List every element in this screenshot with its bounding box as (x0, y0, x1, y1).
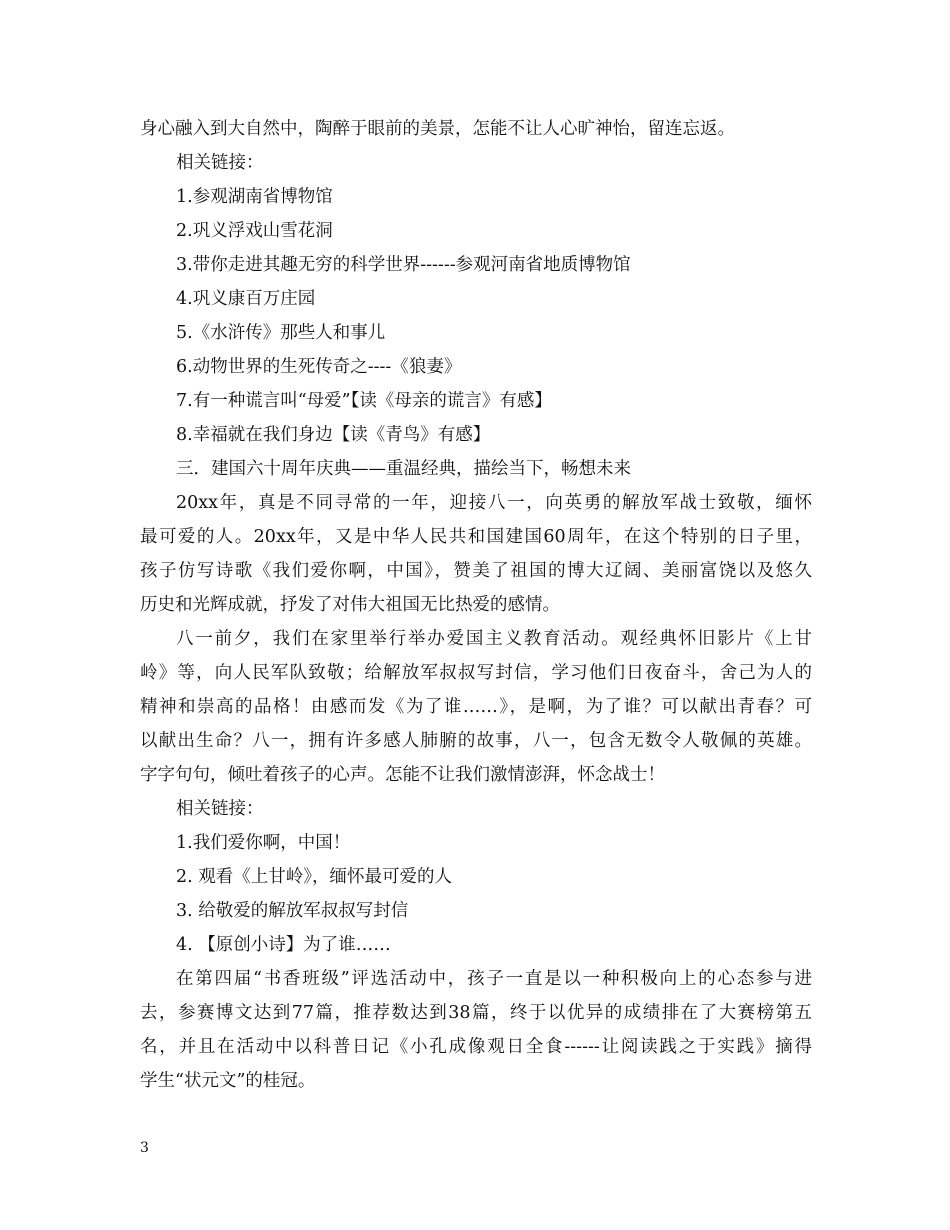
text-line: 2. 观看《上甘岭》，缅怀最可爱的人 (176, 867, 453, 887)
text-line: 1.参观湖南省博物馆 (176, 187, 333, 207)
text-line: 字字句句，倾吐着孩子的心声。怎能不让我们激情澎湃，怀念战士！ (140, 765, 665, 785)
text-line: 三．建国六十周年庆典——重温经典，描绘当下，畅想未来 (176, 459, 631, 479)
text-line: 5.《水浒传》那些人和事儿 (176, 323, 386, 343)
text-line: 4. 【原创小诗】为了谁…… (176, 935, 391, 955)
text-line: 以献出生命？八一，拥有许多感人肺腑的故事，八一，包含无数令人敬佩的英雄。 (140, 731, 812, 751)
text-line: 精神和崇高的品格！由感而发《为了谁……》，是啊，为了谁？可以献出青春？可 (140, 697, 812, 717)
text-line: 3.带你走进其趣无穷的科学世界------参观河南省地质博物馆 (176, 255, 631, 275)
text-line: 在第四届“书香班级”评选活动中，孩子一直是以一种积极向上的心态参与进 (176, 969, 812, 989)
text-line: 1.我们爱你啊，中国！ (176, 833, 351, 853)
text-line: 2.巩义浮戏山雪花洞 (176, 221, 333, 241)
text-line: 身心融入到大自然中，陶醉于眼前的美景，怎能不让人心旷神怡，留连忘返。 (140, 119, 735, 139)
text-line: 4.巩义康百万庄园 (176, 289, 316, 309)
text-line: 八一前夕，我们在家里举行举办爱国主义教育活动。观经典怀旧影片《上甘 (176, 629, 812, 649)
text-line: 7.有一种谎言叫“母爱”【读《母亲的谎言》有感】 (176, 391, 552, 411)
text-line: 最可爱的人。20xx年，又是中华人民共和国建国60周年，在这个特别的日子里， (140, 527, 812, 547)
text-line: 相关链接： (176, 153, 264, 173)
text-line: 名，并且在活动中以科普日记《小孔成像观日全食------让阅读践之于实践》摘得 (140, 1037, 812, 1057)
text-line: 6.动物世界的生死传奇之----《狼妻》 (176, 357, 462, 377)
text-line: 20xx年，真是不同寻常的一年，迎接八一，向英勇的解放军战士致敬，缅怀 (176, 493, 812, 513)
document-body (140, 112, 812, 1098)
text-line: 去，参赛博文达到77篇，推荐数达到38篇，终于以优异的成绩排在了大赛榜第五 (140, 1003, 812, 1023)
text-line: 历史和光辉成就，抒发了对伟大祖国无比热爱的感情。 (140, 595, 560, 615)
text-line: 学生“状元文”的桂冠。 (140, 1071, 316, 1091)
text-line: 孩子仿写诗歌《我们爱你啊，中国》，赞美了祖国的博大辽阔、美丽富饶以及悠久 (140, 561, 812, 581)
text-line: 岭》等，向人民军队致敬；给解放军叔叔写封信，学习他们日夜奋斗，舍己为人的 (140, 663, 812, 683)
page-number: 3 (140, 1140, 149, 1156)
text-line: 8.幸福就在我们身边【读《青鸟》有感】 (176, 425, 491, 445)
text-line: 3. 给敬爱的解放军叔叔写封信 (176, 901, 409, 921)
text-line: 相关链接： (176, 799, 264, 819)
